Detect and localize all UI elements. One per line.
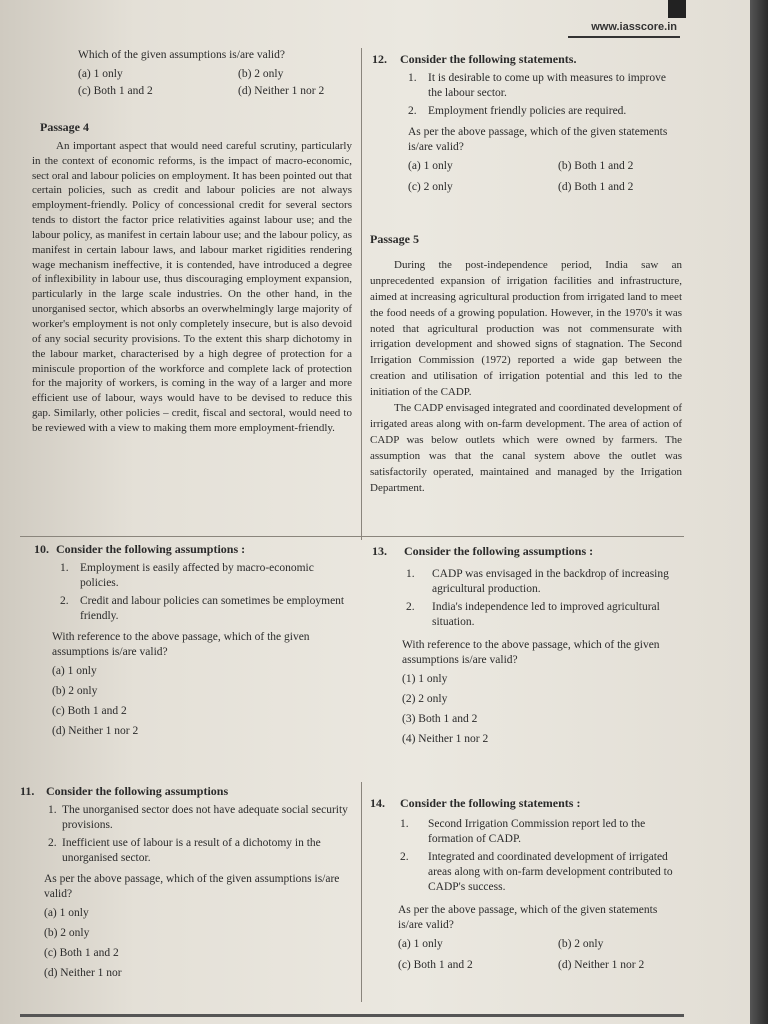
question-number: 11. <box>20 784 35 798</box>
statement-text: Employment friendly policies are required. <box>428 105 627 117</box>
statements <box>20 803 352 866</box>
option-c[interactable]: (c) Both 1 and 2 <box>398 959 473 971</box>
statement-number: 1. <box>408 72 417 84</box>
statement-2 <box>406 600 684 630</box>
passage-title: Passage 5 <box>370 232 419 246</box>
statements <box>372 71 682 119</box>
statement-2 <box>60 594 352 624</box>
heading-text: Consider the following assumptions : <box>404 544 594 558</box>
question-text: Which of the given assumptions is/are valid? <box>78 49 285 61</box>
option-d[interactable]: (d) Neither 1 nor 2 <box>558 959 645 971</box>
statement-1 <box>406 567 684 597</box>
statement-number: 1. <box>60 562 69 574</box>
option-4[interactable]: (4) Neither 1 nor 2 <box>402 733 489 745</box>
options <box>78 67 353 99</box>
passage-4 <box>32 120 352 436</box>
question-number: 12. <box>372 52 387 66</box>
question-12 <box>372 52 682 199</box>
question-10 <box>34 542 352 744</box>
statement-number: 1. <box>400 818 409 830</box>
statement-text: CADP was envisaged in the backdrop of increasing agricultural production. <box>432 568 669 595</box>
option-a[interactable]: (a) 1 only <box>52 665 97 677</box>
previous-question-tail <box>78 48 353 103</box>
statement-1 <box>48 803 352 833</box>
passage-text: An important aspect that would need careful scrutiny, particularly in the context of economic reforms, is the impact of macro-economic, sect oral and labour policies on employment. It has been pointed out that certain policies, such as credit and labour policies are not always employment-friendly. Policy of concessional credit for several sectors tends to distort the factor price relativities against labour use; and the labour policy, as manifest in certain labour use; and the labour policy, as manifest in certain labour laws, and labour market rigidities rendering wage mechanism ineffective, it is contended, have introduced a degree of inflexibility in labour use, thus discouraging employment expansion, particularly in the large scale industries. On the other hand, in the unorganised sector, which absorbs an overwhelmingly large majority of worker's employment is not only completely insecure, but is also devoid of any social security provisions. To the extent this sharp dichotomy in the labour market, characterised by a high degree of protection for a miniscule proportion of the workforce and complete lack of protection for the majority of workers, is coming in the way of a larger and more efficient use of labour, ways would have to be devised to reduce this gap. Similarly, other policies – credit, fiscal and sectoral, would need to be reviewed with a view to making them more employment-friendly. <box>32 139 352 434</box>
question-prompt: As per the above passage, which of the given statements is/are valid? <box>408 126 668 153</box>
statement-number: 2. <box>408 105 417 117</box>
options <box>34 664 352 739</box>
column-divider-top <box>361 48 362 540</box>
option-d[interactable]: (d) Both 1 and 2 <box>558 181 634 193</box>
heading-text: Consider the following statements. <box>400 52 577 66</box>
statements <box>370 817 684 895</box>
option-1[interactable]: (1) 1 only <box>402 673 448 685</box>
question-heading <box>20 784 352 799</box>
statement-text: India's independence led to improved agricultural situation. <box>432 601 660 628</box>
question-number: 10. <box>34 542 49 556</box>
passage-title: Passage 4 <box>40 120 89 134</box>
question-heading <box>34 542 352 557</box>
options <box>20 906 352 981</box>
question-14 <box>370 796 684 977</box>
question-prompt: With reference to the above passage, which of the given assumptions is/are valid? <box>402 639 660 666</box>
passage-paragraph-2: The CADP envisaged integrated and coordinated development of irrigated areas along with on-farm development. The area of action of CADP was below outlets which were owned by farmers. The assumption was that the canal system above the outlet was satisfactorily operated, maintained and managed by the Irrigation Department. <box>370 402 682 494</box>
statements <box>34 561 352 624</box>
statement-number: 2. <box>406 601 415 613</box>
statement-text: The unorganised sector does not have adequate social security provisions. <box>62 804 348 831</box>
option-d[interactable]: (d) Neither 1 nor <box>44 967 122 979</box>
book-spine <box>750 0 768 1024</box>
heading-text: Consider the following statements : <box>400 796 581 810</box>
option-b[interactable]: (b) 2 only <box>44 927 90 939</box>
footer-rule <box>20 1014 684 1017</box>
statement-number: 2. <box>48 837 57 849</box>
header-rule <box>568 36 680 38</box>
question-heading <box>372 544 684 559</box>
question-13 <box>372 544 684 752</box>
site-url: www.iasscore.in <box>591 21 677 33</box>
option-a[interactable]: (a) 1 only <box>78 68 123 80</box>
option-b[interactable]: (b) 2 only <box>52 685 98 697</box>
statement-number: 2. <box>60 595 69 607</box>
statement-number: 1. <box>406 568 415 580</box>
option-b[interactable]: (b) Both 1 and 2 <box>558 160 634 172</box>
statement-2 <box>48 836 352 866</box>
options <box>372 672 684 747</box>
statement-1 <box>400 817 684 847</box>
question-prompt: With reference to the above passage, which of the given assumptions is/are valid? <box>52 631 310 658</box>
statement-text: Employment is easily affected by macro-economic policies. <box>80 562 314 589</box>
statement-text: Credit and labour policies can sometimes be employment friendly. <box>80 595 345 622</box>
statement-2 <box>408 104 682 119</box>
page-tab-marker <box>668 0 686 18</box>
statement-text: It is desirable to come up with measures to improve the labour sector. <box>428 72 666 99</box>
option-b[interactable]: (b) 2 only <box>238 68 284 80</box>
column-divider-bottom <box>361 782 362 1002</box>
option-d[interactable]: (d) Neither 1 nor 2 <box>52 725 139 737</box>
option-a[interactable]: (a) 1 only <box>408 160 453 172</box>
statements <box>372 567 684 630</box>
options <box>370 937 684 973</box>
option-2[interactable]: (2) 2 only <box>402 693 448 705</box>
question-number: 13. <box>372 544 387 558</box>
option-c[interactable]: (c) Both 1 and 2 <box>78 85 153 97</box>
option-b[interactable]: (b) 2 only <box>558 938 604 950</box>
question-11 <box>20 784 352 986</box>
statement-1 <box>408 71 682 101</box>
statement-2 <box>400 850 684 895</box>
question-heading <box>372 52 682 67</box>
option-3[interactable]: (3) Both 1 and 2 <box>402 713 478 725</box>
option-a[interactable]: (a) 1 only <box>44 907 89 919</box>
statement-text: Integrated and coordinated development of irrigated areas along with on-farm development contributed to CADP's success. <box>428 851 673 893</box>
statement-text: Second Irrigation Commission report led to the formation of CADP. <box>428 818 646 845</box>
option-a[interactable]: (a) 1 only <box>398 938 443 950</box>
question-number: 14. <box>370 796 385 810</box>
statement-number: 2. <box>400 851 409 863</box>
question-prompt: As per the above passage, which of the given statements is/are valid? <box>398 904 658 931</box>
heading-text: Consider the following assumptions : <box>56 542 246 556</box>
question-prompt: As per the above passage, which of the given assumptions is/are valid? <box>44 873 340 900</box>
passage-5 <box>370 232 682 497</box>
option-c[interactable]: (c) 2 only <box>408 181 453 193</box>
statement-1 <box>60 561 352 591</box>
statement-number: 1. <box>48 804 57 816</box>
option-d[interactable]: (d) Neither 1 nor 2 <box>238 85 325 97</box>
option-c[interactable]: (c) Both 1 and 2 <box>52 705 127 717</box>
heading-text: Consider the following assumptions <box>46 784 229 798</box>
passage-paragraph-1: During the post-independence period, India saw an unprecedented expansion of irrigation facilities and infrastructure, aimed at increasing agricultural production from irrigated land to meet the food needs of a growing population. However, in the 1970's it was noted that agricultural production was not commensurate with irrigation development and showed signs of stagnation. The Second Irrigation Commission (1972) reported a wide gap between the creation and utilisation of irrigation potential and this led to the initiation of the CADP. <box>370 258 682 399</box>
question-heading <box>370 796 684 811</box>
options <box>372 159 682 195</box>
option-c[interactable]: (c) Both 1 and 2 <box>44 947 119 959</box>
section-divider <box>20 536 684 537</box>
statement-text: Inefficient use of labour is a result of a dichotomy in the unorganised sector. <box>62 837 321 864</box>
